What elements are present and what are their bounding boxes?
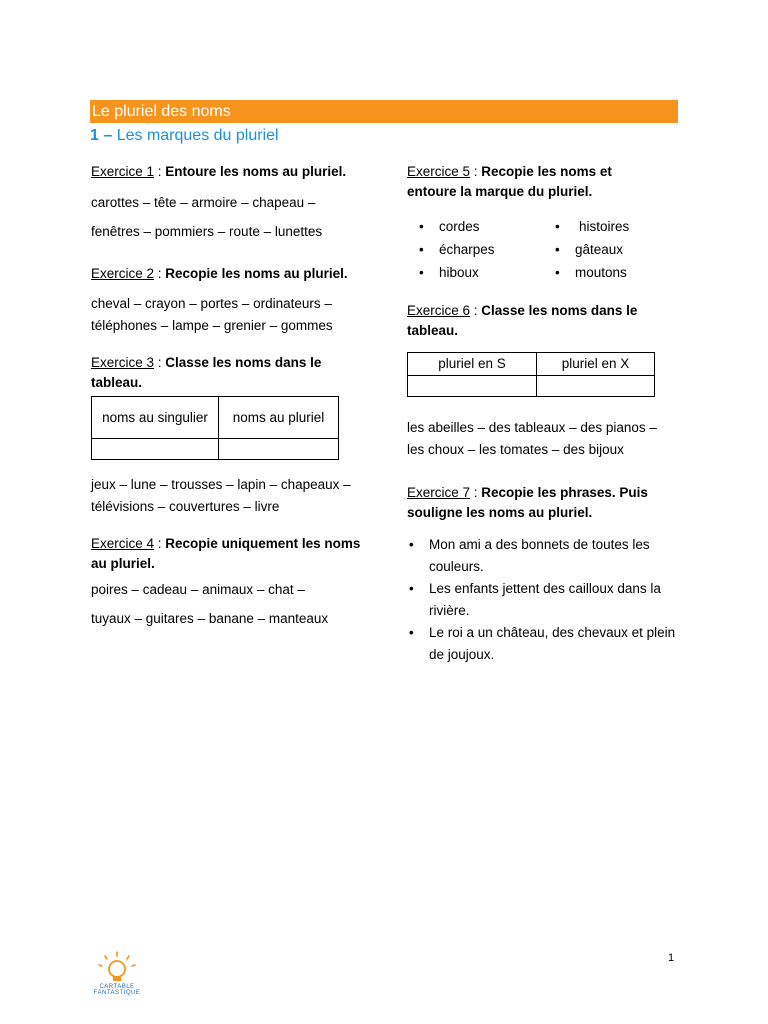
- exercise-label: Exercice 5: [407, 164, 471, 179]
- exercise-instruction: Recopie les noms et entoure la marque du pluriel.: [407, 164, 612, 199]
- list-item: [407, 578, 689, 622]
- exercise-label: Exercice 2: [91, 265, 155, 281]
- exercise-heading: [407, 301, 689, 340]
- table-cell: [92, 439, 219, 460]
- word-line: carottes – tête – armoire – chapeau –: [91, 194, 316, 210]
- exercise-instruction: Recopie les phrases. Puis souligne les noms au pluriel.: [407, 485, 648, 520]
- bullet-icon: •: [409, 537, 414, 552]
- bullet-icon: •: [419, 242, 424, 257]
- exercise-5: [407, 162, 689, 287]
- exercise-label: Exercice 4: [91, 536, 155, 551]
- list-item-text: histoires: [579, 219, 630, 234]
- section-title: Les marques du pluriel: [116, 127, 279, 144]
- bullet-icon: •: [555, 265, 560, 280]
- right-column: [407, 162, 689, 666]
- bullet-list-left: [417, 215, 495, 284]
- list-item: [553, 261, 629, 284]
- exercise-separator: :: [470, 485, 482, 500]
- list-item-text: cordes: [439, 219, 480, 234]
- bullet-icon: •: [555, 219, 560, 234]
- exercise-heading: [91, 353, 363, 392]
- table-header-cell: pluriel en X: [537, 353, 655, 376]
- word-list: les abeilles – des tableaux – des pianos – les choux – les tomates – des bijoux: [407, 420, 657, 457]
- word-line: poires – cadeau – animaux – chat –: [91, 582, 305, 597]
- exercise-instruction: Classe les noms dans le tableau.: [407, 303, 638, 338]
- logo-line-1: CARTABLE: [99, 984, 135, 990]
- exercise-2: [91, 264, 363, 338]
- list-item: [417, 261, 495, 284]
- exercise-instruction: Classe les noms dans le tableau.: [91, 355, 322, 390]
- section-subtitle: [90, 126, 279, 146]
- table-cell: [219, 439, 339, 460]
- list-item: [407, 622, 689, 666]
- exercise-heading: [407, 483, 689, 522]
- exercise-heading: [407, 162, 647, 201]
- list-item-text: Mon ami a des bonnets de toutes les couleurs.: [429, 537, 650, 574]
- page-title: Le pluriel des noms: [90, 100, 678, 123]
- logo-wordmark: [91, 984, 143, 996]
- exercise-1: [91, 162, 363, 246]
- exercise-7: [407, 483, 689, 666]
- word-list: [91, 575, 363, 633]
- exercise-separator: :: [154, 536, 166, 551]
- word-list: jeux – lune – trousses – lapin – chapeaux – télévisions – couvertures – livre: [91, 477, 351, 514]
- list-item: [417, 215, 495, 238]
- word-list: [91, 188, 363, 246]
- table-header-cell: noms au singulier: [92, 397, 219, 439]
- bullet-list-right: [553, 215, 629, 284]
- word-line: fenêtres – pommiers – route – lunettes: [91, 223, 323, 239]
- list-item-text: Les enfants jettent des cailloux dans la rivière.: [429, 581, 661, 618]
- list-item-text: hiboux: [439, 265, 479, 280]
- list-item: [407, 534, 689, 578]
- exercise-label: Exercice 7: [407, 485, 471, 500]
- table-cell: [537, 376, 655, 397]
- list-item: [417, 238, 495, 261]
- table-cell: [408, 376, 537, 397]
- word-line: tuyaux – guitares – banane – manteaux: [91, 611, 329, 626]
- exercise-label: Exercice 6: [407, 303, 471, 318]
- exercise-separator: :: [470, 303, 482, 318]
- bullet-icon: •: [419, 265, 424, 280]
- word-list: cheval – crayon – portes – ordinateurs – téléphones – lampe – grenier – gommes: [91, 296, 333, 333]
- bullet-icon: •: [555, 242, 560, 257]
- logo-line-2: FANTASTIQUE: [93, 990, 141, 996]
- exercise-heading: [91, 534, 363, 573]
- bullet-icon: •: [409, 581, 414, 596]
- exercise-label: Exercice 3: [91, 355, 155, 370]
- exercise-instruction: Entoure les noms au pluriel.: [165, 164, 347, 179]
- exercise-heading: [91, 264, 363, 284]
- sentence-list: [407, 534, 689, 666]
- classification-table: [407, 352, 655, 397]
- table-header-cell: pluriel en S: [408, 353, 537, 376]
- exercise-label: Exercice 1: [91, 164, 155, 179]
- exercise-6: [407, 301, 689, 461]
- table-header-cell: noms au pluriel: [219, 397, 339, 439]
- exercise-separator: :: [470, 164, 482, 179]
- classification-table: [91, 396, 339, 460]
- exercise-instruction: Recopie les noms au pluriel.: [165, 265, 348, 281]
- list-item-text: écharpes: [439, 242, 495, 257]
- word-bullet-columns: [407, 215, 689, 287]
- page-number: 1: [668, 952, 675, 964]
- exercise-separator: :: [154, 265, 166, 281]
- exercise-instruction: Recopie uniquement les noms au pluriel.: [91, 536, 361, 571]
- bullet-icon: •: [419, 219, 424, 234]
- exercise-heading: [91, 162, 363, 182]
- exercise-separator: :: [154, 164, 166, 179]
- list-item: [553, 215, 629, 238]
- section-number: 1 –: [90, 127, 113, 144]
- left-column: [91, 162, 363, 633]
- list-item-text: Le roi a un château, des chevaux et plein de joujoux.: [429, 625, 676, 662]
- exercise-4: [91, 534, 363, 633]
- bullet-icon: •: [409, 625, 414, 640]
- exercise-separator: :: [154, 355, 166, 370]
- list-item-text: moutons: [575, 265, 627, 280]
- list-item-text: gâteaux: [575, 242, 624, 257]
- list-item: [553, 238, 629, 261]
- exercise-3: [91, 353, 363, 518]
